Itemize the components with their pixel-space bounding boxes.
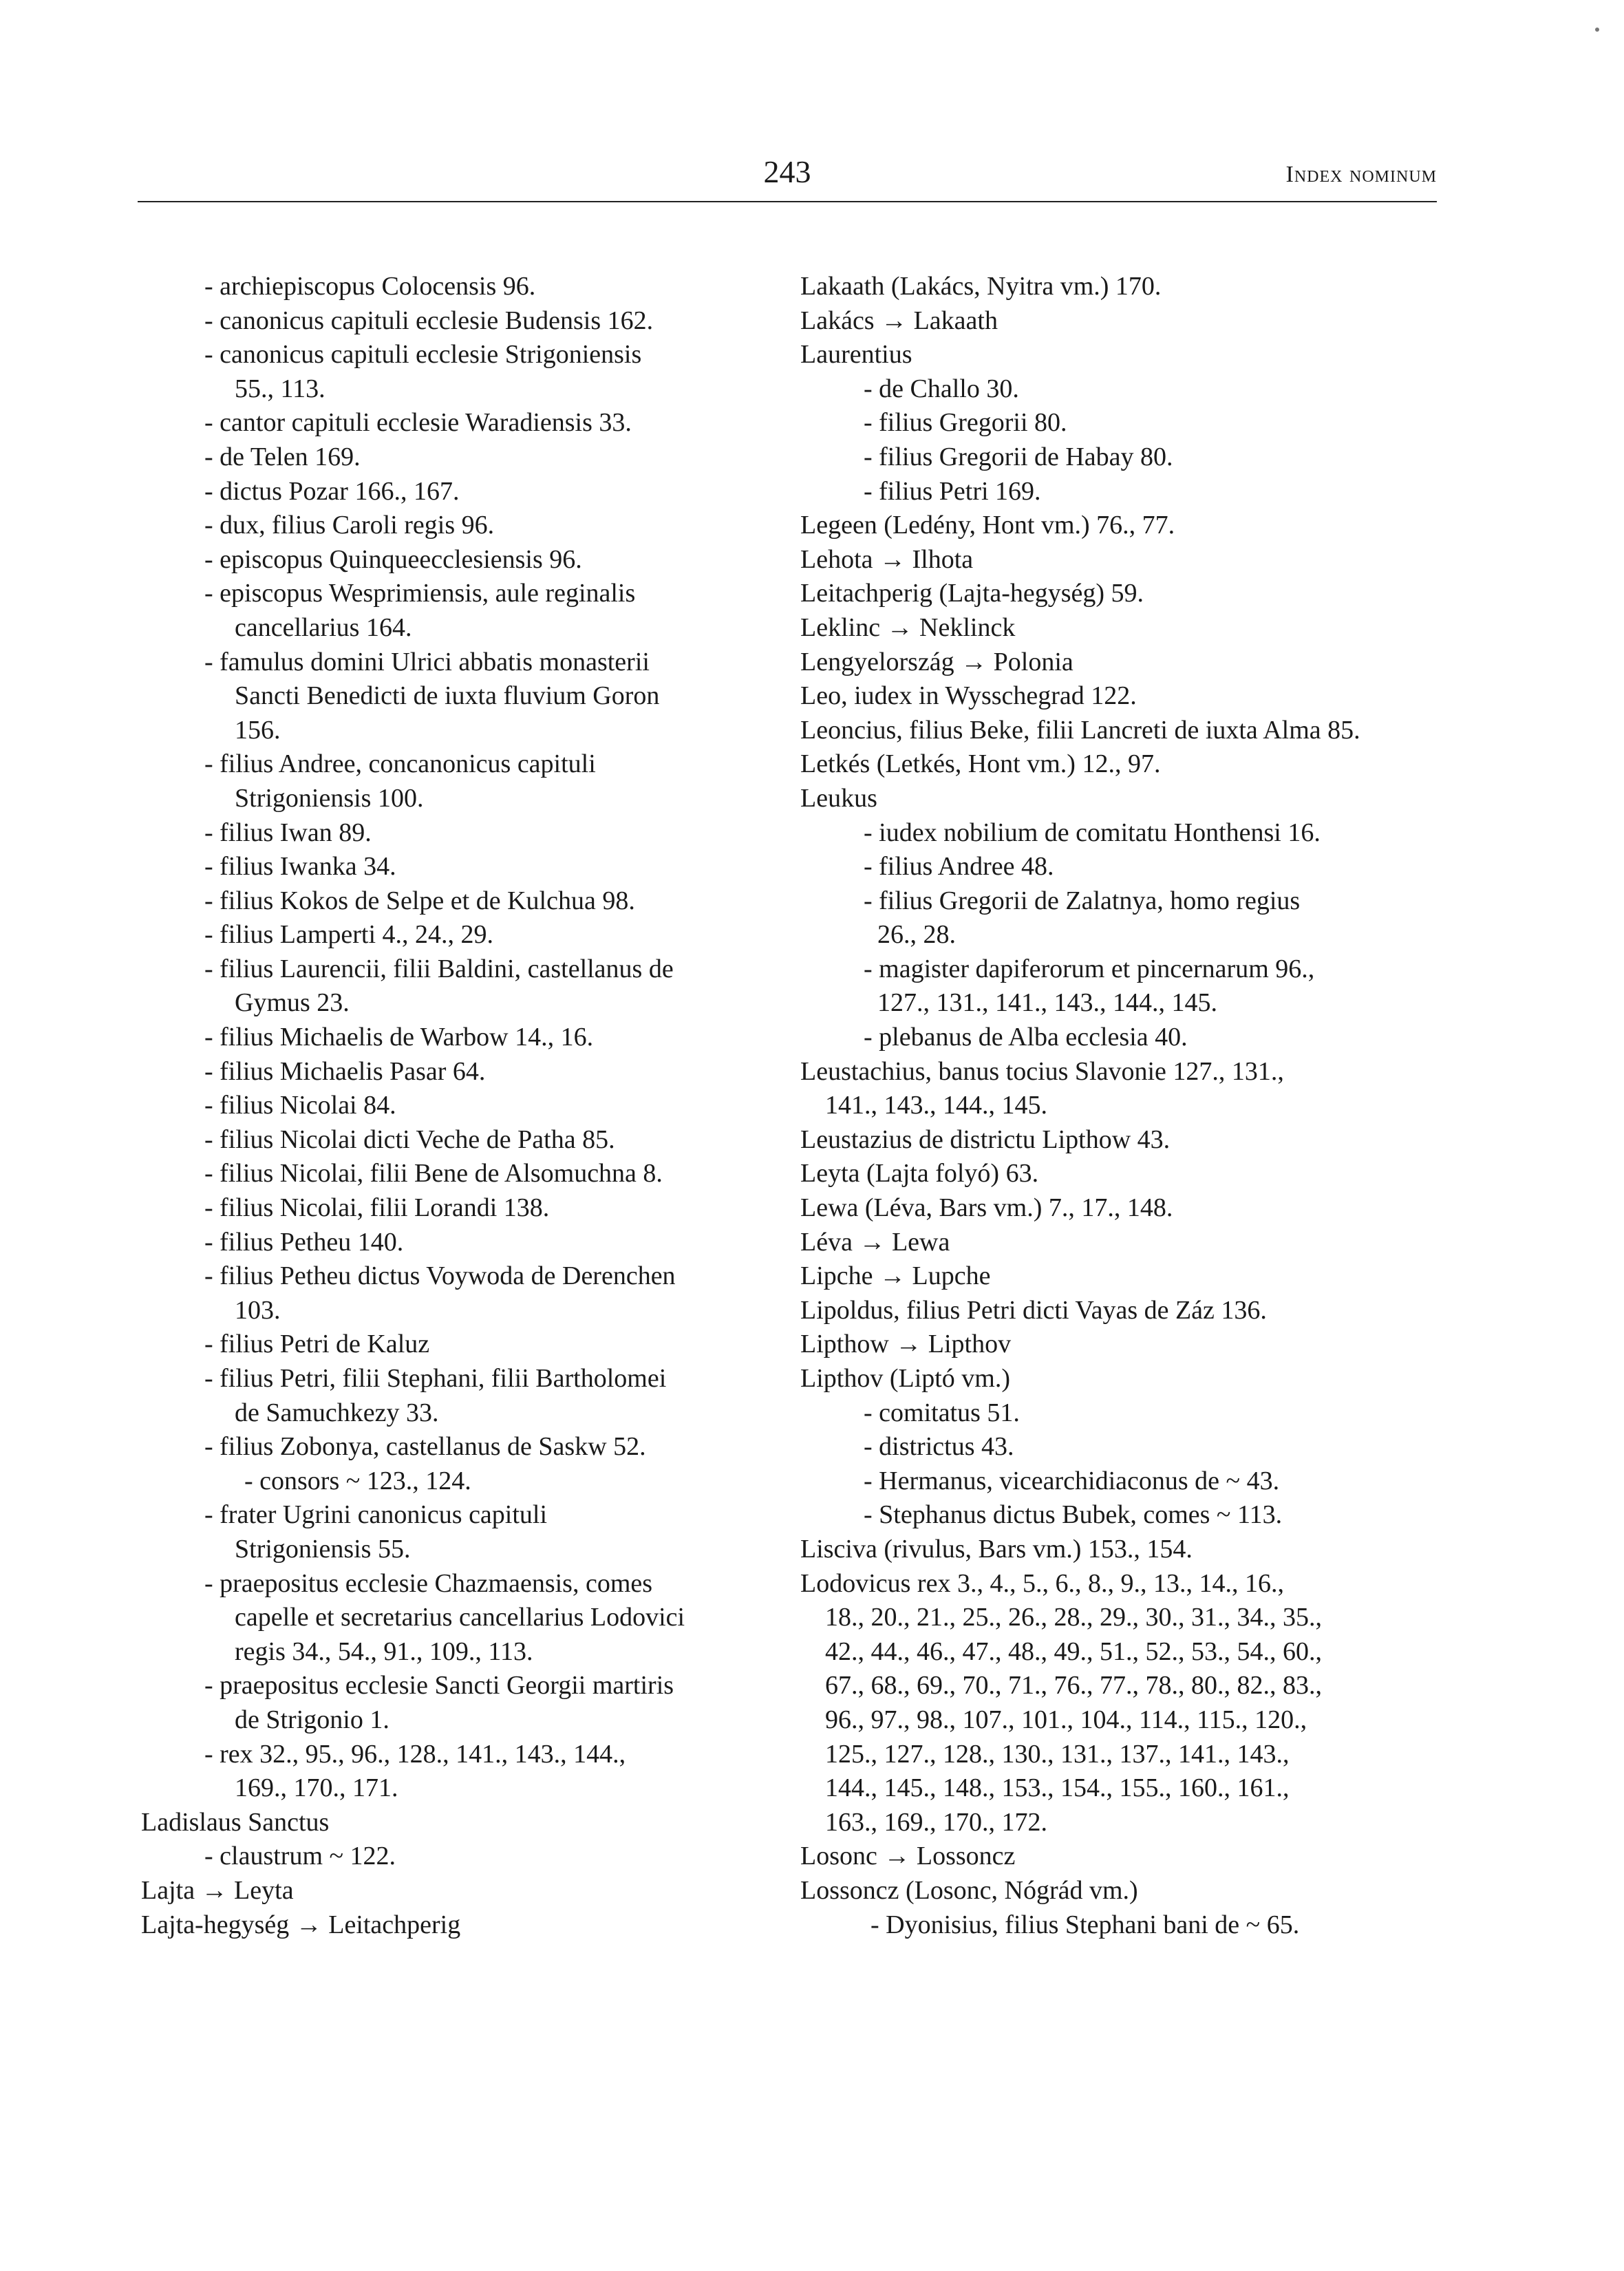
index-entry <box>800 1533 1444 1567</box>
entry-line: - filius Petri 169. <box>864 476 1041 506</box>
entry-line: Leustachius, banus tocius Slavonie 127., 131., <box>800 1056 1284 1086</box>
entry-line: Lipche → Lupche <box>800 1261 991 1291</box>
index-entry <box>800 270 1444 304</box>
entry-line: 144., 145., 148., 153., 154., 155., 160., 161., <box>825 1773 1290 1803</box>
index-subentry <box>141 1567 781 1670</box>
index-subentry <box>141 543 781 577</box>
index-entry <box>800 1191 1444 1226</box>
entry-line: Lipthov (Liptó vm.) <box>800 1364 1011 1393</box>
index-entry <box>800 1123 1444 1158</box>
index-entry <box>800 577 1444 611</box>
entry-line: - filius Gregorii de Habay 80. <box>864 442 1173 471</box>
entry-line: Gymus 23. <box>235 988 350 1018</box>
entry-line: - filius Nicolai, filii Lorandi 138. <box>204 1193 550 1223</box>
entry-line: - comitatus 51. <box>864 1398 1020 1427</box>
entry-line: Lipoldus, filius Petri dicti Vayas de Záz 136. <box>800 1295 1267 1325</box>
entry-line: - filius Michaelis Pasar 64. <box>204 1056 486 1086</box>
entry-line: Leitachperig (Lajta-hegység) 59. <box>800 579 1144 608</box>
entry-line: 156. <box>235 715 281 745</box>
index-subentry <box>800 1396 1444 1431</box>
entry-line: Laurentius <box>800 340 912 370</box>
entry-line: - frater Ugrini canonicus capituli <box>204 1500 548 1530</box>
entry-line: - filius Michaelis de Warbow 14., 16. <box>204 1023 594 1052</box>
entry-line: Leukus <box>800 783 877 813</box>
index-subentry <box>800 372 1444 407</box>
index-subentry <box>141 1191 781 1226</box>
entry-line: - districtus 43. <box>864 1432 1014 1462</box>
entry-line: - filius Iwanka 34. <box>204 852 396 882</box>
index-subentry <box>141 646 781 748</box>
entry-line: - Dyonisius, filius Stephani bani de ~ 65. <box>870 1910 1300 1939</box>
entry-line: Losonc → Lossoncz <box>800 1842 1016 1871</box>
index-entry <box>800 679 1444 714</box>
index-subentry <box>141 918 781 952</box>
index-subentry <box>141 304 781 339</box>
entry-line: Lajta-hegység → Leitachperig <box>141 1910 461 1939</box>
index-subentry <box>800 1908 1444 1943</box>
entry-line: - Hermanus, vicearchidiaconus de ~ 43. <box>864 1466 1280 1495</box>
index-subentry <box>800 1464 1444 1499</box>
index-subentry <box>141 1259 781 1328</box>
entry-line: - filius Petri, filii Stephani, filii Bartholomei <box>204 1364 667 1393</box>
entry-line: - filius Gregorii 80. <box>864 408 1067 438</box>
entry-line: - cantor capituli ecclesie Waradiensis 33. <box>204 408 632 438</box>
index-subentry <box>141 1021 781 1055</box>
index-entry <box>800 1362 1444 1396</box>
entry-line: - claustrum ~ 122. <box>204 1842 396 1871</box>
index-subentry <box>141 1738 781 1806</box>
index-subentry <box>141 1226 781 1260</box>
index-subentry <box>141 1840 781 1874</box>
entry-line: 55., 113. <box>235 374 325 403</box>
entry-line: - filius Nicolai, filii Bene de Alsomuchna 8. <box>204 1159 663 1188</box>
entry-line: - filius Andree 48. <box>864 852 1054 882</box>
entry-line: de Samuchkezy 33. <box>235 1398 439 1427</box>
index-subentry <box>800 884 1444 952</box>
index-entry <box>141 1806 781 1840</box>
entry-line: Legeen (Ledény, Hont vm.) 76., 77. <box>800 511 1175 540</box>
entry-line: Lehota → Ilhota <box>800 544 974 574</box>
entry-line: Leo, iudex in Wysschegrad 122. <box>800 681 1137 711</box>
index-subentry <box>141 509 781 543</box>
index-subentry <box>141 1055 781 1089</box>
entry-line: - archiepiscopus Colocensis 96. <box>204 272 536 301</box>
entry-line: - praepositus ecclesie Sancti Georgii martiris <box>204 1671 674 1700</box>
entry-line: Leustazius de districtu Lipthow 43. <box>800 1124 1171 1154</box>
page-number: 243 <box>763 154 811 189</box>
index-subentry <box>141 1430 781 1464</box>
index-subentry <box>141 1123 781 1158</box>
index-subentry <box>141 1328 781 1362</box>
entry-line: - filius Kokos de Selpe et de Kulchua 98. <box>204 886 635 915</box>
index-subentry <box>141 1464 781 1499</box>
index-entry <box>800 1294 1444 1328</box>
index-subentry <box>141 1669 781 1737</box>
entry-line: - de Challo 30. <box>864 374 1019 403</box>
entry-line: 103. <box>235 1295 281 1325</box>
entry-line: - magister dapiferorum et pincernarum 96., <box>864 954 1315 983</box>
entry-line: Lodovicus rex 3., 4., 5., 6., 8., 9., 13., 14., 16., <box>800 1568 1284 1598</box>
index-subentry <box>800 406 1444 440</box>
index-entry <box>800 1840 1444 1874</box>
entry-line: - de Telen 169. <box>204 442 361 471</box>
entry-line: - filius Petheu 140. <box>204 1227 404 1257</box>
entry-line: 26., 28. <box>877 920 956 950</box>
entry-line: - filius Petheu dictus Voywoda de Derenchen <box>204 1261 676 1291</box>
entry-line: - filius Iwan 89. <box>204 818 372 847</box>
entry-line: 96., 97., 98., 107., 101., 104., 114., 115., 120., <box>825 1705 1307 1734</box>
index-column-right <box>800 270 1444 1942</box>
index-subentry <box>800 1021 1444 1055</box>
index-subentry <box>141 406 781 440</box>
index-subentry <box>141 338 781 406</box>
index-entry <box>800 1567 1444 1840</box>
entry-line: Strigoniensis 100. <box>235 783 424 813</box>
entry-line: Ladislaus Sanctus <box>141 1807 330 1837</box>
entry-line: - Stephanus dictus Bubek, comes ~ 113. <box>864 1500 1283 1530</box>
index-subentry <box>141 475 781 509</box>
index-subentry <box>141 1498 781 1566</box>
entry-line: - praepositus ecclesie Chazmaensis, comes <box>204 1568 653 1598</box>
entry-line: capelle et secretarius cancellarius Lodovici <box>235 1603 685 1632</box>
index-entry <box>800 1874 1444 1908</box>
entry-line: - filius Petri de Kaluz <box>204 1330 430 1359</box>
entry-line: Sancti Benedicti de iuxta fluvium Goron <box>235 681 660 711</box>
index-subentry <box>800 1498 1444 1533</box>
entry-line: 125., 127., 128., 130., 131., 137., 141., 143., <box>825 1739 1290 1769</box>
entry-line: - filius Lamperti 4., 24., 29. <box>204 920 494 950</box>
entry-line: Strigoniensis 55. <box>235 1534 411 1564</box>
entry-line: Letkés (Letkés, Hont vm.) 12., 97. <box>800 749 1161 779</box>
entry-line: regis 34., 54., 91., 109., 113. <box>235 1636 533 1666</box>
index-entry <box>800 611 1444 646</box>
entry-line: 141., 143., 144., 145. <box>825 1091 1047 1120</box>
entry-line: - filius Laurencii, filii Baldini, castellanus de <box>204 954 674 983</box>
entry-line: - filius Nicolai dicti Veche de Patha 85. <box>204 1124 615 1154</box>
entry-line: Leyta (Lajta folyó) 63. <box>800 1159 1039 1188</box>
entry-line: - canonicus capituli ecclesie Strigoniensis <box>204 340 642 370</box>
entry-line: - dux, filius Caroli regis 96. <box>204 511 495 540</box>
entry-line: Lajta → Leyta <box>141 1875 294 1905</box>
entry-line: 18., 20., 21., 25., 26., 28., 29., 30., 31., 34., 35., <box>825 1603 1322 1632</box>
entry-line: Léva → Lewa <box>800 1227 950 1257</box>
index-subentry <box>141 577 781 645</box>
entry-line: - filius Andree, concanonicus capituli <box>204 749 596 779</box>
entry-line: de Strigonio 1. <box>235 1705 389 1734</box>
entry-line: - filius Zobonya, castellanus de Saskw 52. <box>204 1432 646 1462</box>
index-entry <box>800 1055 1444 1123</box>
entry-line: - plebanus de Alba ecclesia 40. <box>864 1023 1188 1052</box>
entry-line: Lengyelország → Polonia <box>800 647 1073 676</box>
index-entry <box>800 1226 1444 1260</box>
entry-line: - filius Gregorii de Zalatnya, homo regius <box>864 886 1301 915</box>
index-subentry <box>141 270 781 304</box>
index-entry <box>800 1157 1444 1191</box>
entry-line: - consors ~ 123., 124. <box>244 1466 471 1495</box>
page-header <box>138 153 1437 202</box>
index-subentry <box>141 1157 781 1191</box>
running-head: Index nominum <box>1285 162 1437 187</box>
index-entry <box>800 304 1444 339</box>
entry-line: 67., 68., 69., 70., 71., 76., 77., 78., 80., 82., 83., <box>825 1671 1322 1700</box>
scan-speck <box>1595 28 1599 32</box>
index-subentry <box>800 475 1444 509</box>
index-subentry <box>141 1362 781 1430</box>
index-entry <box>141 1908 781 1943</box>
entry-line: Lewa (Léva, Bars vm.) 7., 17., 148. <box>800 1193 1173 1223</box>
entry-line: - episcopus Quinqueecclesiensis 96. <box>204 544 582 574</box>
index-entry <box>800 1328 1444 1362</box>
entry-line: - rex 32., 95., 96., 128., 141., 143., 144., <box>204 1739 626 1769</box>
index-subentry <box>141 747 781 815</box>
index-column-left <box>141 270 781 1942</box>
index-entry <box>800 747 1444 782</box>
entry-line: - filius Nicolai 84. <box>204 1091 396 1120</box>
index-subentry <box>141 816 781 851</box>
entry-line: Leoncius, filius Beke, filii Lancreti de iuxta Alma 85. <box>800 715 1360 745</box>
entry-line: 163., 169., 170., 172. <box>825 1807 1047 1837</box>
entry-line: 169., 170., 171. <box>235 1773 398 1803</box>
index-entry <box>800 338 1444 372</box>
index-entry <box>141 1874 781 1908</box>
entry-line: Lipthow → Lipthov <box>800 1330 1012 1359</box>
index-subentry <box>141 850 781 884</box>
entry-line: - famulus domini Ulrici abbatis monasterii <box>204 647 650 676</box>
index-subentry <box>141 884 781 919</box>
index-subentry <box>141 440 781 475</box>
entry-line: cancellarius 164. <box>235 612 412 642</box>
index-entry <box>800 782 1444 816</box>
entry-line: Lakács → Lakaath <box>800 306 998 335</box>
entry-line: 127., 131., 141., 143., 144., 145. <box>877 988 1217 1018</box>
index-entry <box>800 1259 1444 1294</box>
index-subentry <box>141 1089 781 1123</box>
entry-line: Lisciva (rivulus, Bars vm.) 153., 154. <box>800 1534 1193 1564</box>
entry-line: Leklinc → Neklinck <box>800 612 1016 642</box>
index-entry <box>800 646 1444 680</box>
entry-line: - canonicus capituli ecclesie Budensis 162. <box>204 306 654 335</box>
entry-line: - episcopus Wesprimiensis, aule reginalis <box>204 579 636 608</box>
index-subentry <box>800 816 1444 851</box>
entry-line: Lossoncz (Losonc, Nógrád vm.) <box>800 1875 1138 1905</box>
index-entry <box>800 543 1444 577</box>
index-entry <box>800 714 1444 748</box>
index-subentry <box>141 952 781 1021</box>
entry-line: - iudex nobilium de comitatu Honthensi 16. <box>864 818 1321 847</box>
index-subentry <box>800 1430 1444 1464</box>
entry-line: Lakaath (Lakács, Nyitra vm.) 170. <box>800 272 1162 301</box>
entry-line: 42., 44., 46., 47., 48., 49., 51., 52., 53., 54., 60., <box>825 1636 1322 1666</box>
index-entry <box>800 509 1444 543</box>
index-subentry <box>800 440 1444 475</box>
entry-line: - dictus Pozar 166., 167. <box>204 476 460 506</box>
index-subentry <box>800 952 1444 1021</box>
index-subentry <box>800 850 1444 884</box>
